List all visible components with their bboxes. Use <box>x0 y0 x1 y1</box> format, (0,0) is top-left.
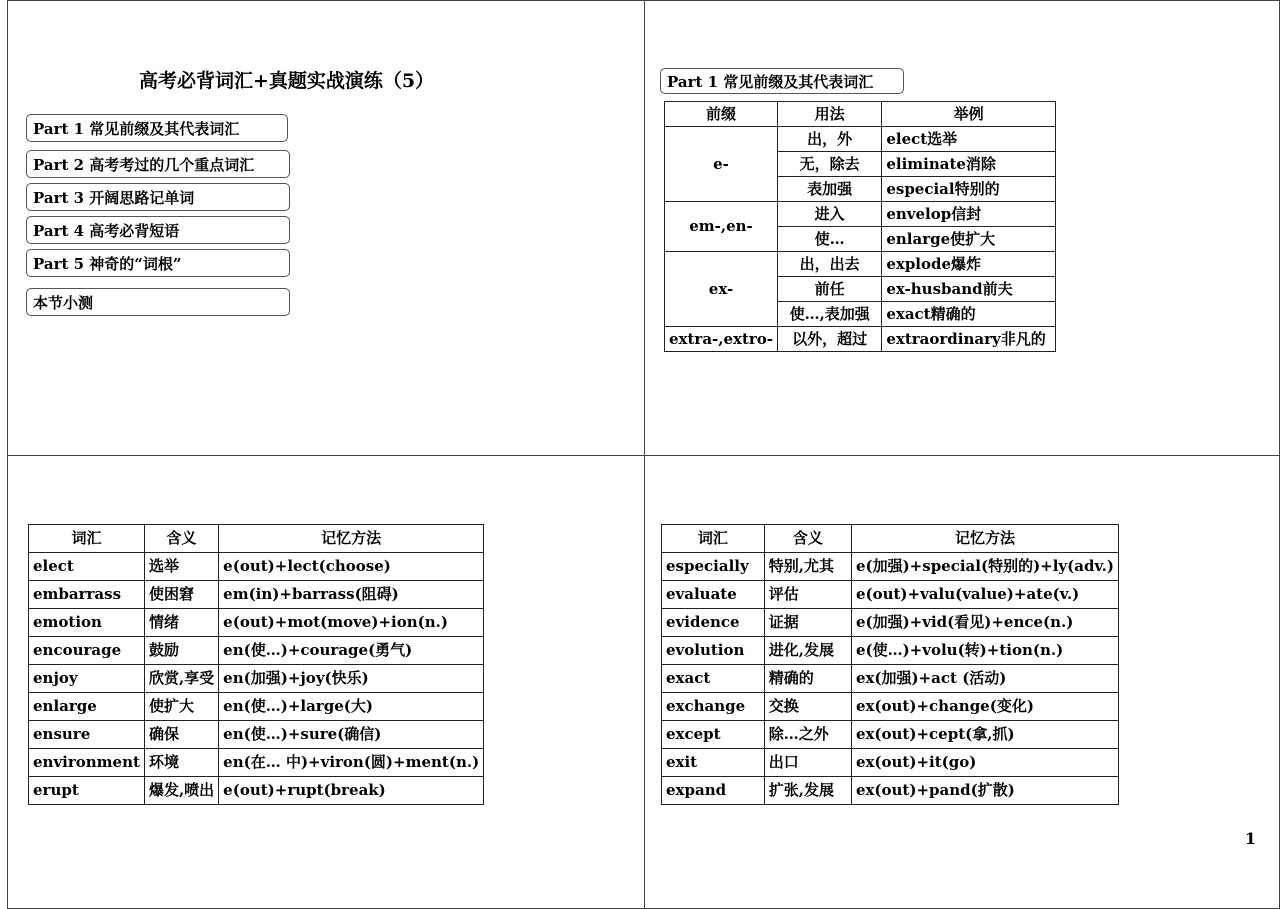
column-header: 用法 <box>778 102 882 127</box>
outline-item-part5[interactable]: Part 5 神奇的“词根” <box>26 249 290 277</box>
meaning-cell: 评估 <box>764 581 851 609</box>
prefix-cell: em-,en- <box>665 202 778 252</box>
word-cell: expand <box>662 777 765 805</box>
word-cell: embarrass <box>29 581 145 609</box>
memory-method-cell: e(加强)+special(特别的)+ly(adv.) <box>851 553 1118 581</box>
table-row <box>662 721 1119 749</box>
meaning-cell: 选举 <box>144 553 218 581</box>
prefix-cell: extra-,extro- <box>665 327 778 352</box>
word-cell: elect <box>29 553 145 581</box>
table-row <box>29 553 484 581</box>
usage-cell: 使…,表加强 <box>778 302 882 327</box>
table-row <box>662 665 1119 693</box>
table-row <box>29 777 484 805</box>
column-header: 记忆方法 <box>219 525 484 553</box>
column-header: 含义 <box>764 525 851 553</box>
memory-method-cell: ex(out)+cept(拿,抓) <box>851 721 1118 749</box>
word-cell: enjoy <box>29 665 145 693</box>
example-cell: envelop信封 <box>882 202 1056 227</box>
column-header: 记忆方法 <box>851 525 1118 553</box>
memory-method-cell: en(在… 中)+viron(圆)+ment(n.) <box>219 749 484 777</box>
memory-method-cell: ex(out)+pand(扩散) <box>851 777 1118 805</box>
meaning-cell: 欣赏,享受 <box>144 665 218 693</box>
usage-cell: 以外，超过 <box>778 327 882 352</box>
prefix-cell: ex- <box>665 252 778 327</box>
table-row <box>29 749 484 777</box>
memory-method-cell: em(in)+barrass(阻碍) <box>219 581 484 609</box>
word-cell: exit <box>662 749 765 777</box>
table-header-row <box>29 525 484 553</box>
outline-item-part4[interactable]: Part 4 高考必背短语 <box>26 216 290 244</box>
example-cell: elect选举 <box>882 127 1056 152</box>
word-cell: especially <box>662 553 765 581</box>
usage-cell: 前任 <box>778 277 882 302</box>
meaning-cell: 交换 <box>764 693 851 721</box>
table-row <box>29 609 484 637</box>
outline-item-part1[interactable]: Part 1 常见前缀及其代表词汇 <box>26 114 288 142</box>
outline-item-part2[interactable]: Part 2 高考考过的几个重点词汇 <box>26 150 290 178</box>
column-header: 含义 <box>144 525 218 553</box>
example-cell: enlarge使扩大 <box>882 227 1056 252</box>
word-cell: erupt <box>29 777 145 805</box>
meaning-cell: 鼓励 <box>144 637 218 665</box>
table-row <box>29 693 484 721</box>
example-cell: exact精确的 <box>882 302 1056 327</box>
table-header-row <box>665 102 1056 127</box>
word-cell: enlarge <box>29 693 145 721</box>
memory-method-cell: en(加强)+joy(快乐) <box>219 665 484 693</box>
prefix-cell: e- <box>665 127 778 202</box>
word-cell: emotion <box>29 609 145 637</box>
memory-method-cell: ex(out)+change(变化) <box>851 693 1118 721</box>
meaning-cell: 情绪 <box>144 609 218 637</box>
memory-method-cell: ex(加强)+act (活动) <box>851 665 1118 693</box>
example-cell: explode爆炸 <box>882 252 1056 277</box>
table-header-row <box>662 525 1119 553</box>
meaning-cell: 特别,尤其 <box>764 553 851 581</box>
example-cell: especial特别的 <box>882 177 1056 202</box>
table-row <box>29 665 484 693</box>
meaning-cell: 精确的 <box>764 665 851 693</box>
example-cell: extraordinary非凡的 <box>882 327 1056 352</box>
word-cell: encourage <box>29 637 145 665</box>
table-row <box>29 637 484 665</box>
memory-method-cell: en(使…)+courage(勇气) <box>219 637 484 665</box>
meaning-cell: 扩张,发展 <box>764 777 851 805</box>
table-row <box>665 327 1056 352</box>
column-header: 前缀 <box>665 102 778 127</box>
usage-cell: 出，出去 <box>778 252 882 277</box>
outline-item-quiz[interactable]: 本节小测 <box>26 288 290 316</box>
page-number: 1 <box>1244 829 1256 848</box>
usage-cell: 使… <box>778 227 882 252</box>
table-row <box>29 581 484 609</box>
word-cell: except <box>662 721 765 749</box>
memory-method-cell: e(使…)+volu(转)+tion(n.) <box>851 637 1118 665</box>
meaning-cell: 进化,发展 <box>764 637 851 665</box>
table-row <box>29 721 484 749</box>
table-row <box>662 553 1119 581</box>
meaning-cell: 使扩大 <box>144 693 218 721</box>
word-cell: exact <box>662 665 765 693</box>
word-cell: environment <box>29 749 145 777</box>
memory-method-cell: e(out)+valu(value)+ate(v.) <box>851 581 1118 609</box>
usage-cell: 表加强 <box>778 177 882 202</box>
memory-method-cell: e(加强)+vid(看见)+ence(n.) <box>851 609 1118 637</box>
meaning-cell: 使困窘 <box>144 581 218 609</box>
table-row <box>665 127 1056 152</box>
word-cell: evolution <box>662 637 765 665</box>
meaning-cell: 出口 <box>764 749 851 777</box>
usage-cell: 进入 <box>778 202 882 227</box>
table-row <box>662 609 1119 637</box>
example-cell: ex-husband前夫 <box>882 277 1056 302</box>
word-cell: evaluate <box>662 581 765 609</box>
outline-item-part3[interactable]: Part 3 开阔思路记单词 <box>26 183 290 211</box>
memory-method-cell: e(out)+lect(choose) <box>219 553 484 581</box>
column-header: 词汇 <box>662 525 765 553</box>
column-header: 举例 <box>882 102 1056 127</box>
table-row <box>665 202 1056 227</box>
table-row <box>662 581 1119 609</box>
meaning-cell: 除…之外 <box>764 721 851 749</box>
memory-method-cell: e(out)+mot(move)+ion(n.) <box>219 609 484 637</box>
example-cell: eliminate消除 <box>882 152 1056 177</box>
memory-method-cell: en(使…)+sure(确信) <box>219 721 484 749</box>
table-row <box>662 777 1119 805</box>
meaning-cell: 环境 <box>144 749 218 777</box>
word-cell: ensure <box>29 721 145 749</box>
memory-method-cell: e(out)+rupt(break) <box>219 777 484 805</box>
usage-cell: 出，外 <box>778 127 882 152</box>
meaning-cell: 证据 <box>764 609 851 637</box>
word-cell: evidence <box>662 609 765 637</box>
prefix-table <box>664 101 1056 352</box>
meaning-cell: 爆发,喷出 <box>144 777 218 805</box>
section-heading: Part 1 常见前缀及其代表词汇 <box>660 68 904 94</box>
table-row <box>662 637 1119 665</box>
word-cell: exchange <box>662 693 765 721</box>
table-row <box>662 693 1119 721</box>
memory-method-cell: ex(out)+it(go) <box>851 749 1118 777</box>
table-row <box>665 252 1056 277</box>
vocab-table-2 <box>661 524 1119 805</box>
memory-method-cell: en(使…)+large(大) <box>219 693 484 721</box>
meaning-cell: 确保 <box>144 721 218 749</box>
usage-cell: 无，除去 <box>778 152 882 177</box>
vocab-table-1 <box>28 524 484 805</box>
column-header: 词汇 <box>29 525 145 553</box>
table-row <box>662 749 1119 777</box>
slide-title: 高考必背词汇+真题实战演练（5） <box>139 70 435 92</box>
